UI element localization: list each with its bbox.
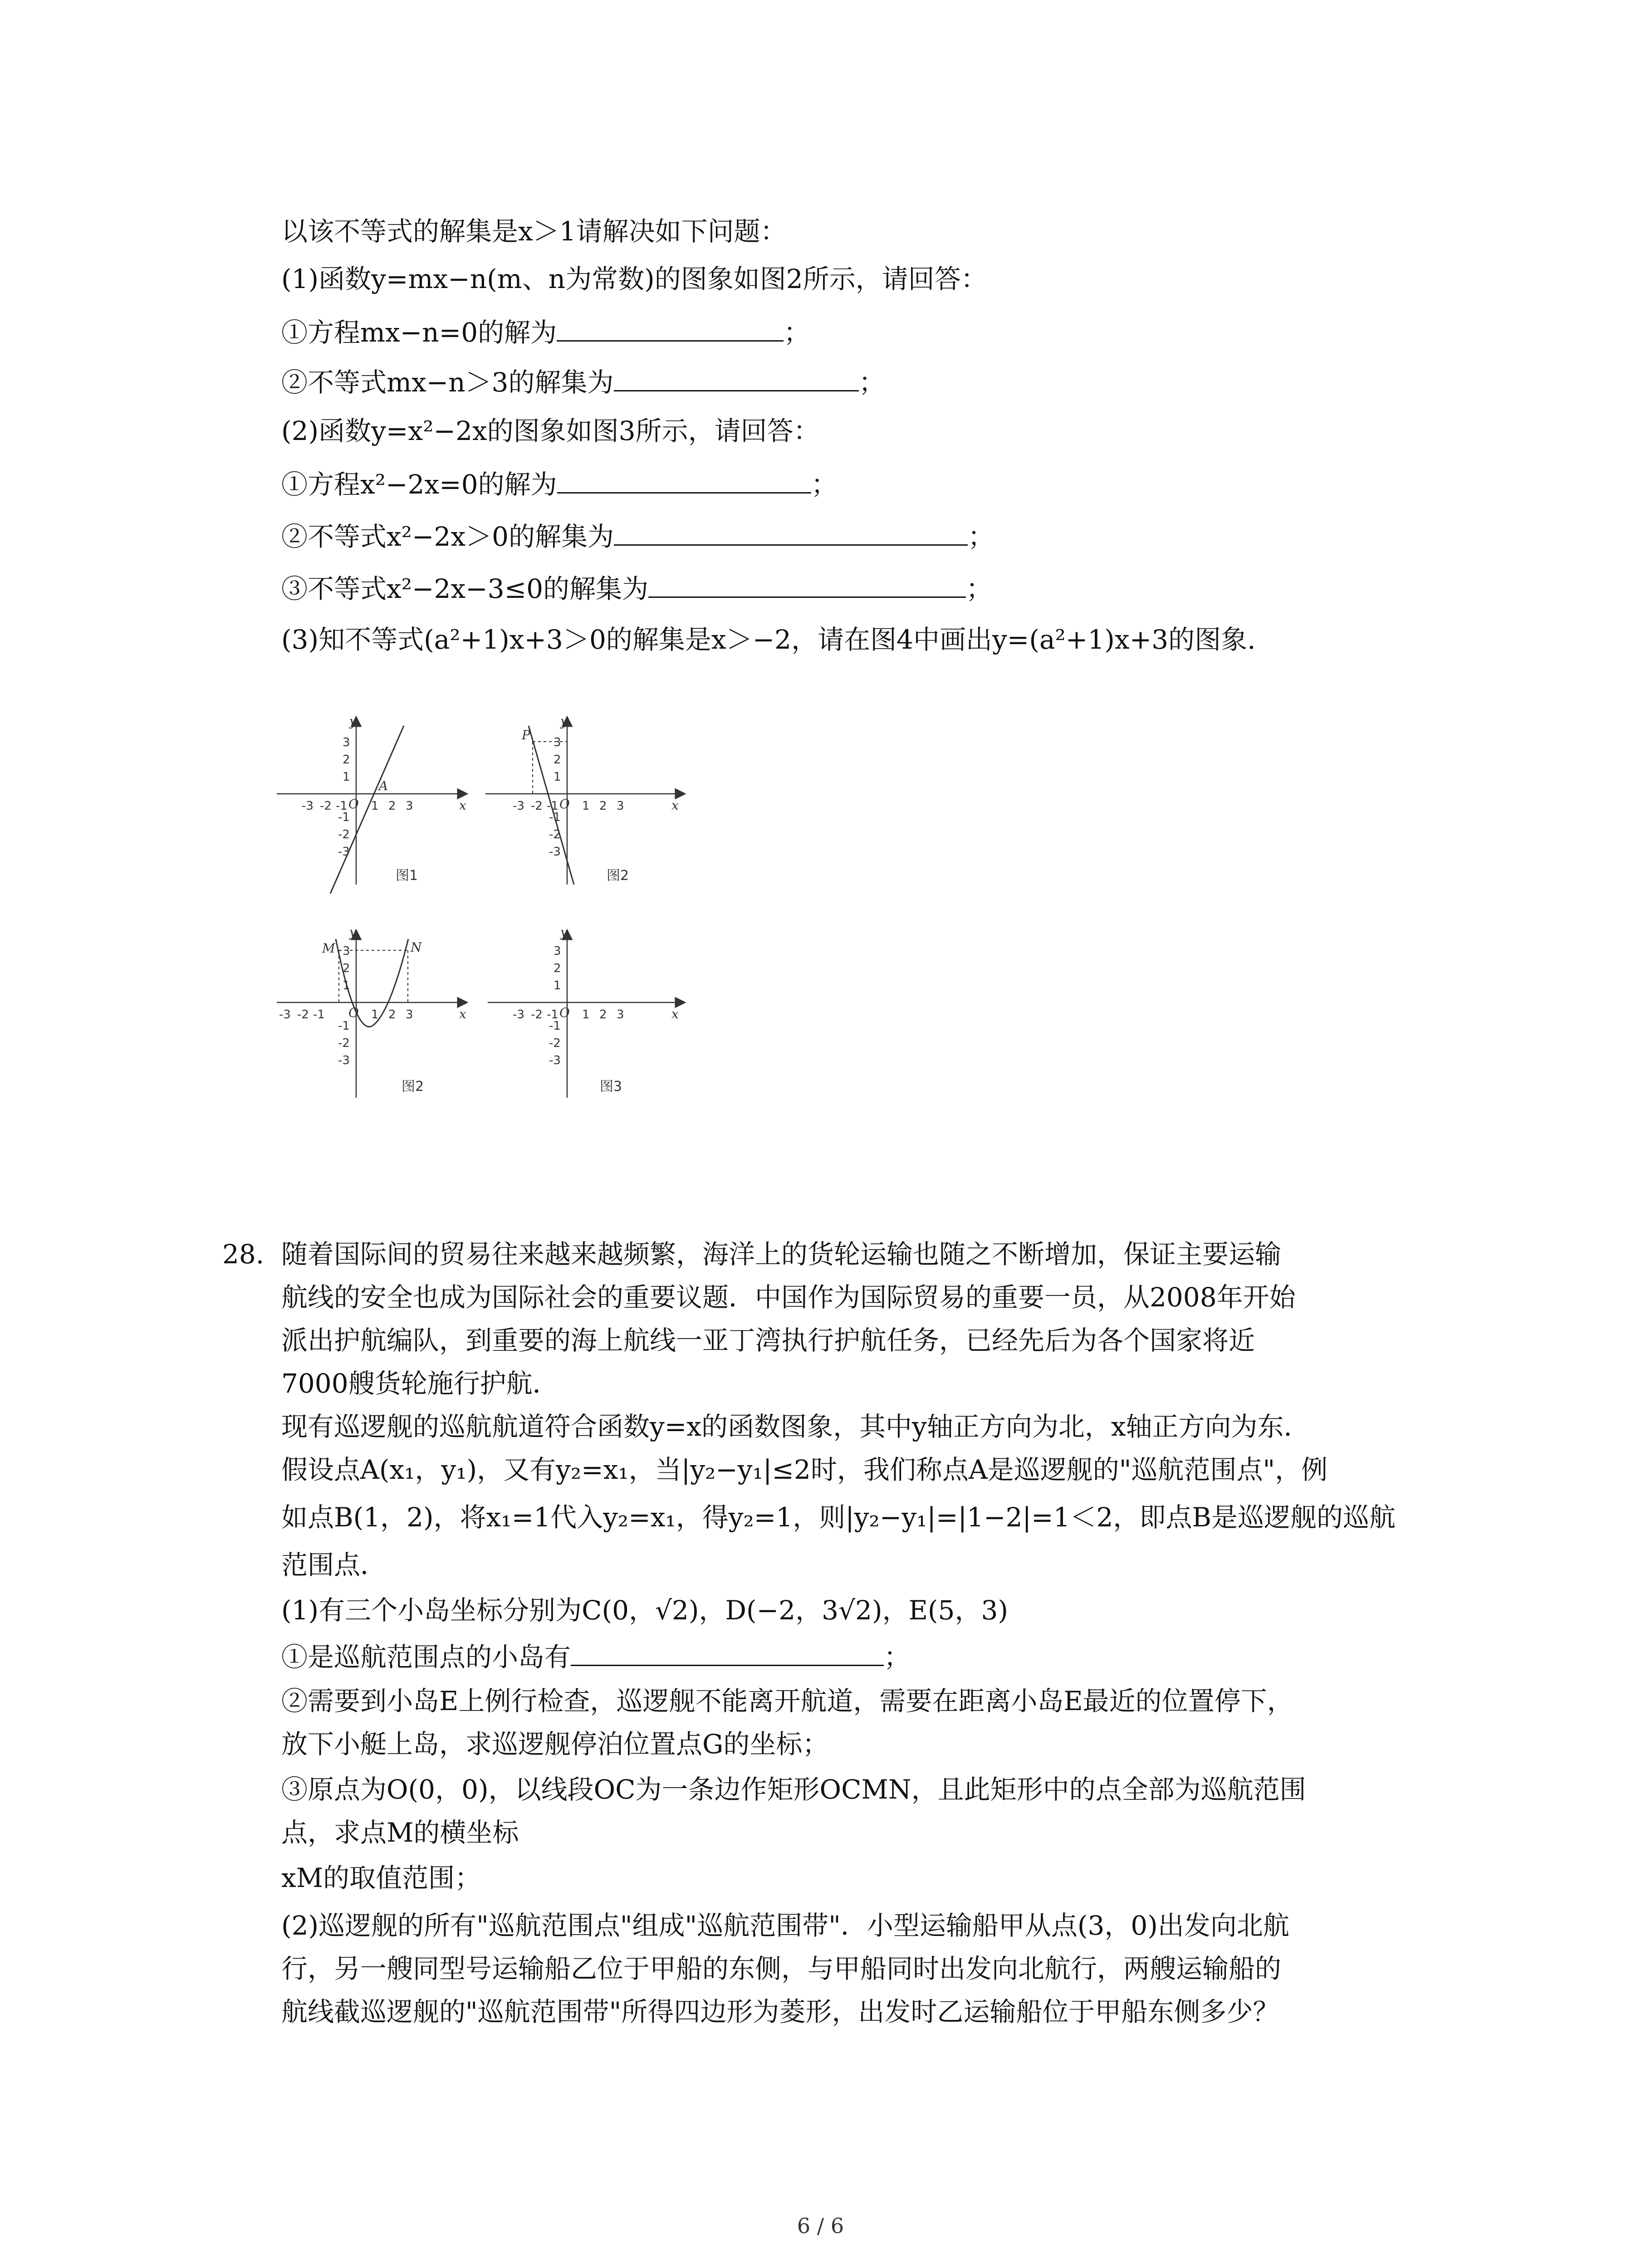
svg-text:-3: -3 bbox=[513, 799, 524, 813]
svg-text:-1: -1 bbox=[313, 1008, 325, 1022]
q28-paragraph: 航线截巡逻舰的"巡航范围带"所得四边形为菱形，出发时乙运输船位于甲船东侧多少？ bbox=[281, 1996, 1279, 2027]
svg-text:-3: -3 bbox=[338, 845, 350, 859]
answer-blank[interactable] bbox=[648, 569, 966, 598]
svg-text:-1: -1 bbox=[549, 1019, 561, 1033]
q28-part-1-2: ②需要到小岛E上例行检查，巡逻舰不能离开航道，需要在距离小岛E最近的位置停下， bbox=[281, 1686, 1293, 1716]
svg-text:-2: -2 bbox=[338, 1036, 350, 1050]
q28-part-1: (1)有三个小岛坐标分别为C(0，√2)，D(−2，3√2)，E(5，3) bbox=[281, 1595, 1008, 1626]
svg-text:2: 2 bbox=[599, 799, 607, 813]
svg-text:3: 3 bbox=[617, 799, 624, 813]
svg-text:O: O bbox=[559, 1005, 570, 1020]
q28-paragraph: 范围点． bbox=[281, 1549, 387, 1580]
question-2-1: ①方程x²−2x=0的解为 ； bbox=[281, 465, 838, 503]
q28-paragraph: 派出护航编队，到重要的海上航线一亚丁湾执行护航任务，已经先后为各个国家将近 bbox=[281, 1325, 1255, 1356]
svg-text:-2: -2 bbox=[338, 828, 350, 841]
svg-text:1: 1 bbox=[343, 979, 350, 992]
answer-blank[interactable] bbox=[614, 517, 968, 546]
svg-text:3: 3 bbox=[406, 799, 413, 813]
svg-text:y: y bbox=[560, 925, 568, 940]
svg-text:3: 3 bbox=[554, 736, 561, 749]
svg-text:-2: -2 bbox=[531, 1008, 543, 1022]
q28-part-1-3: ③原点为O(0，0)，以线段OC为一条边作矩形OCMN，且此矩形中的点全部为巡航范围 bbox=[281, 1774, 1306, 1805]
question-2: (2)函数y=x²−2x的图象如图3所示，请回答： bbox=[281, 415, 820, 446]
figures-group bbox=[272, 712, 694, 1111]
q28-paragraph: xM的取值范围； bbox=[281, 1862, 481, 1893]
q28-paragraph: 航线的安全也成为国际社会的重要议题．中国作为国际贸易的重要一员，从2008年开始 bbox=[281, 1282, 1296, 1313]
q28-paragraph: 随着国际间的贸易往来越来越频繁，海洋上的货轮运输也随之不断增加，保证主要运输 bbox=[281, 1239, 1282, 1270]
svg-text:-1: -1 bbox=[547, 1008, 558, 1022]
svg-text:2: 2 bbox=[554, 753, 561, 767]
svg-text:-1: -1 bbox=[338, 811, 350, 824]
question-2-2: ②不等式x²−2x＞0的解集为 ； bbox=[281, 517, 994, 555]
svg-text:2: 2 bbox=[388, 799, 396, 813]
svg-text:-2: -2 bbox=[549, 828, 561, 841]
svg-text:-3: -3 bbox=[338, 1054, 350, 1067]
answer-blank[interactable] bbox=[557, 313, 784, 342]
svg-text:N: N bbox=[411, 940, 422, 955]
svg-text:-2: -2 bbox=[531, 799, 543, 813]
q28-paragraph: 假设点A(x₁，y₁)，又有y₂=x₁，当|y₂−y₁|≤2时，我们称点A是巡逻舰的"巡航范围点"，例 bbox=[281, 1454, 1328, 1485]
question-3: (3)知不等式(a²+1)x+3＞0的解集是x＞−2，请在图4中画出y=(a²+1)x+3的图象. bbox=[281, 624, 1256, 655]
svg-text:-2: -2 bbox=[549, 1036, 561, 1050]
svg-text:y: y bbox=[349, 925, 357, 940]
coordinate-figures bbox=[272, 712, 694, 1111]
svg-text:2: 2 bbox=[343, 962, 350, 975]
q28-paragraph: 7000艘货轮施行护航． bbox=[281, 1368, 559, 1399]
svg-text:3: 3 bbox=[343, 736, 350, 749]
svg-text:-3: -3 bbox=[302, 799, 314, 813]
question-1-2: ②不等式mx−n＞3的解集为 ； bbox=[281, 363, 885, 401]
svg-text:y: y bbox=[349, 714, 357, 729]
svg-text:1: 1 bbox=[371, 799, 379, 813]
question-28-number: 28. bbox=[222, 1239, 265, 1270]
answer-blank[interactable] bbox=[614, 363, 859, 391]
q28-paragraph: 如点B(1，2)，将x₁=1代入y₂=x₁，得y₂=1，则|y₂−y₁|=|1−2|=1＜2，即点B是巡逻舰的巡航 bbox=[281, 1502, 1396, 1533]
svg-text:O: O bbox=[348, 1005, 359, 1020]
question-1: (1)函数y=mx−n(m、n为常数)的图象如图2所示，请回答： bbox=[281, 264, 987, 294]
svg-text:-1: -1 bbox=[549, 811, 561, 824]
svg-text:3: 3 bbox=[554, 944, 561, 958]
answer-blank[interactable] bbox=[571, 1637, 884, 1666]
svg-text:O: O bbox=[348, 797, 359, 811]
page-number: 6 / 6 bbox=[797, 2214, 844, 2238]
svg-text:x: x bbox=[671, 798, 679, 813]
svg-text:1: 1 bbox=[554, 770, 561, 784]
svg-text:x: x bbox=[671, 1007, 679, 1022]
question-1-1: ①方程mx−n=0的解为 ； bbox=[281, 313, 810, 351]
svg-text:M: M bbox=[322, 941, 335, 956]
svg-text:1: 1 bbox=[371, 1008, 379, 1022]
svg-text:图1: 图1 bbox=[396, 868, 418, 884]
svg-text:-2: -2 bbox=[320, 799, 332, 813]
svg-text:x: x bbox=[459, 1007, 466, 1022]
svg-text:-1: -1 bbox=[338, 1019, 350, 1033]
q28-paragraph: 现有巡逻舰的巡航航道符合函数y=x的函数图象，其中y轴正方向为北，x轴正方向为东． bbox=[281, 1411, 1310, 1442]
svg-text:图2: 图2 bbox=[402, 1079, 424, 1095]
svg-text:A: A bbox=[379, 778, 388, 793]
svg-text:2: 2 bbox=[554, 962, 561, 975]
svg-text:图3: 图3 bbox=[600, 1079, 622, 1095]
svg-text:y: y bbox=[560, 714, 568, 729]
svg-text:1: 1 bbox=[554, 979, 561, 992]
q28-paragraph: 放下小艇上岛，求巡逻舰停泊位置点G的坐标； bbox=[281, 1729, 829, 1760]
svg-text:图2: 图2 bbox=[607, 868, 629, 884]
svg-text:1: 1 bbox=[582, 1008, 590, 1022]
svg-text:2: 2 bbox=[388, 1008, 396, 1022]
svg-text:1: 1 bbox=[343, 770, 350, 784]
svg-text:3: 3 bbox=[406, 1008, 413, 1022]
svg-text:-3: -3 bbox=[549, 1054, 561, 1067]
svg-text:-2: -2 bbox=[297, 1008, 309, 1022]
svg-text:P: P bbox=[522, 728, 530, 743]
svg-text:-3: -3 bbox=[279, 1008, 291, 1022]
q28-part-1-1: ①是巡航范围点的小岛有 ； bbox=[281, 1637, 910, 1675]
svg-text:3: 3 bbox=[617, 1008, 624, 1022]
svg-text:-3: -3 bbox=[513, 1008, 524, 1022]
intro-line: 以该不等式的解集是x＞1请解决如下问题： bbox=[281, 216, 787, 247]
q28-part-2: (2)巡逻舰的所有"巡航范围点"组成"巡航范围带"．小型运输船甲从点(3，0)出发向北航 bbox=[281, 1910, 1289, 1941]
figure-4-ticks bbox=[513, 925, 679, 1095]
svg-text:2: 2 bbox=[343, 753, 350, 767]
question-2-3: ③不等式x²−2x−3≤0的解集为 ； bbox=[281, 569, 992, 607]
figure-1-ticks bbox=[302, 714, 466, 884]
figure-2-ticks bbox=[513, 714, 679, 884]
svg-text:-1: -1 bbox=[336, 799, 348, 813]
q28-paragraph: 行，另一艘同型号运输船乙位于甲船的东侧，与甲船同时出发向北航行，两艘运输船的 bbox=[281, 1953, 1282, 1984]
svg-text:x: x bbox=[459, 798, 466, 813]
svg-text:O: O bbox=[559, 797, 570, 811]
answer-blank[interactable] bbox=[557, 465, 811, 494]
svg-text:2: 2 bbox=[599, 1008, 607, 1022]
svg-text:3: 3 bbox=[343, 944, 350, 958]
svg-text:-3: -3 bbox=[549, 845, 561, 859]
svg-text:-1: -1 bbox=[547, 799, 558, 813]
q28-paragraph: 点，求点M的横坐标 bbox=[281, 1817, 519, 1848]
svg-text:1: 1 bbox=[582, 799, 590, 813]
